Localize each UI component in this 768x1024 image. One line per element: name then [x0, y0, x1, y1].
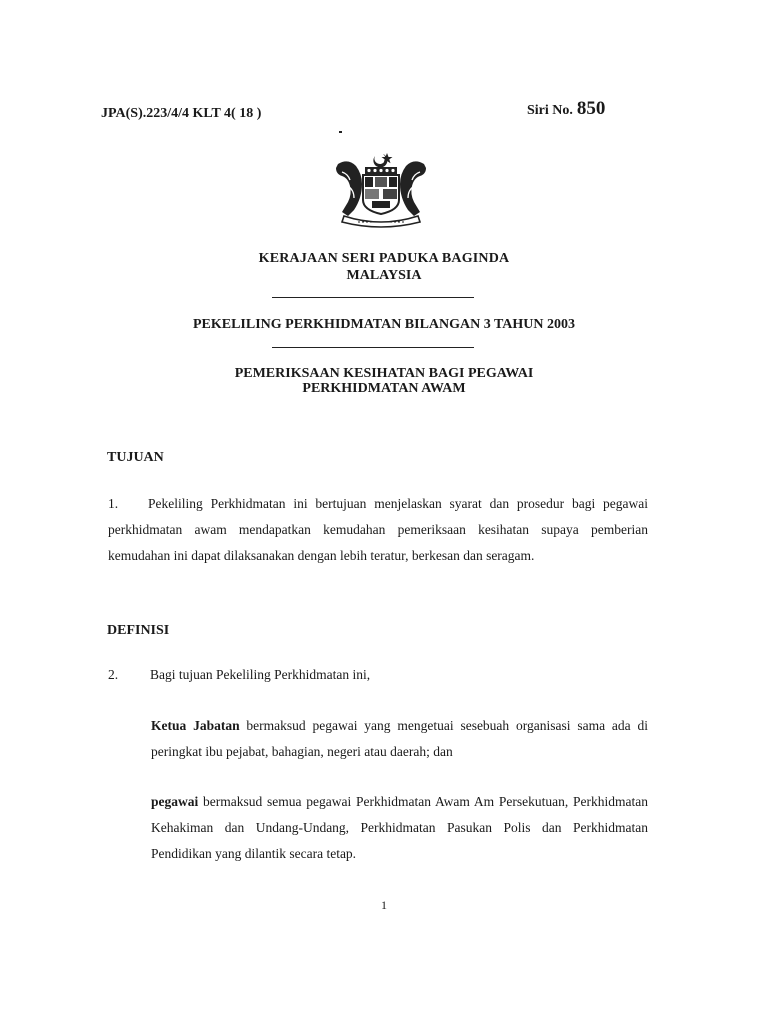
serial-value: 850 [576, 98, 606, 119]
subject-title-line2: PERKHIDMATAN AWAM [302, 381, 466, 396]
scan-speck [339, 131, 342, 133]
definition-term: pegawai [151, 794, 199, 809]
section-heading-tujuan: TUJUAN [107, 450, 164, 465]
paragraph-number: 2. [108, 667, 119, 682]
country-name: MALAYSIA [346, 268, 422, 283]
definition-term: Ketua Jabatan [151, 718, 240, 733]
definition-text: bermaksud semua pegawai Perkhidmatan Awam Am Persekutuan, Perkhidmatan Kehakiman dan Undang-Undang, Perkhidmatan Pasukan Polis dan Perkhidmatan Pendidikan yang dilantik secara tetap. [151, 794, 648, 861]
paragraph-2 [108, 667, 370, 683]
serial-label: Siri No. [527, 103, 573, 118]
subject-title-line1: PEMERIKSAAN KESIHATAN BAGI PEGAWAI [234, 366, 534, 381]
section-heading-definisi: DEFINISI [107, 623, 170, 638]
divider [272, 347, 474, 348]
page-number: 1 [381, 898, 387, 912]
paragraph-number: 1. [108, 496, 119, 511]
circular-title: PEKELILING PERKHIDMATAN BILANGAN 3 TAHUN 2003 [192, 317, 576, 332]
paragraph-1 [108, 491, 648, 569]
definition-text: bermaksud pegawai yang mengetuai sesebuah organisasi sama ada di peringkat ibu pejabat, bahagian, negeri atau daerah; dan [151, 718, 648, 759]
paragraph-text: Bagi tujuan Pekeliling Perkhidmatan ini, [150, 667, 371, 682]
paragraph-text: Pekeliling Perkhidmatan ini bertujuan menjelaskan syarat dan prosedur bagi pegawai perkhidmatan awam mendapatkan kemudahan pemeriksaan kesihatan supaya pemberian kemudahan ini dapat dilaksanakan dengan lebih teratur, berkesan dan seragam. [108, 496, 648, 563]
coat-of-arms-icon [330, 150, 432, 228]
serial-number [527, 98, 605, 120]
definition-ketua-jabatan [151, 713, 648, 765]
definition-pegawai [151, 789, 648, 867]
government-title: KERAJAAN SERI PADUKA BAGINDA [258, 251, 510, 266]
divider [272, 297, 474, 298]
reference-number: JPA(S).223/4/4 KLT 4( 18 ) [101, 106, 262, 121]
